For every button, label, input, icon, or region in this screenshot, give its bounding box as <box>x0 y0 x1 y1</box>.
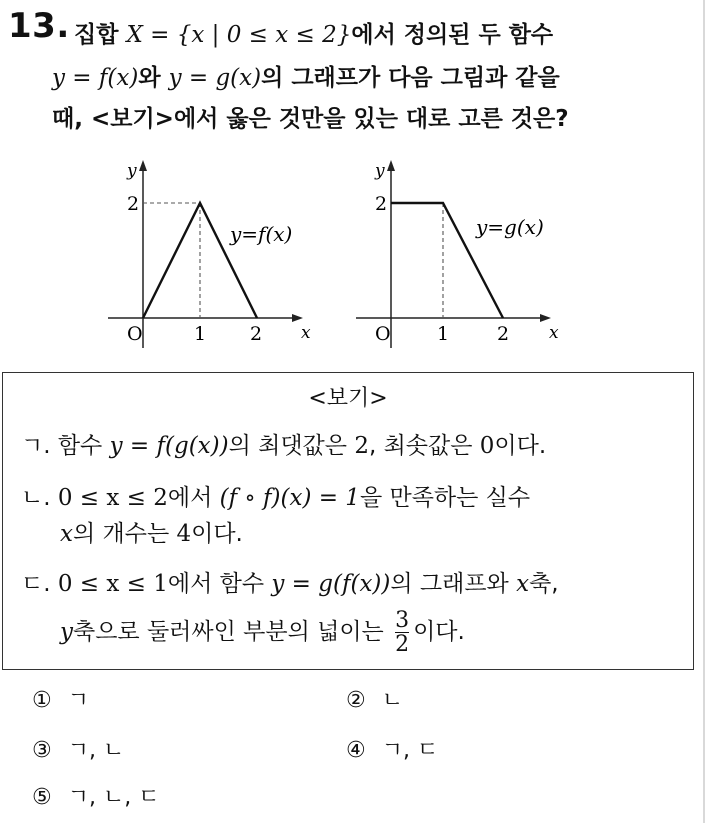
composite-expression: y = f(g(x)) <box>109 433 229 459</box>
statement-text: 이다. <box>494 433 547 459</box>
variable-y: y <box>60 619 73 646</box>
choice-text: ㄱ, ㄴ, ㄷ <box>67 785 160 810</box>
bogi-statement-2-cont <box>60 515 243 548</box>
min-value: 0 <box>479 433 495 459</box>
set-definition: X = {x | 0 ≤ x ≤ 2} <box>126 22 352 48</box>
graph-f-y-arrow <box>139 160 147 171</box>
graph-g-y-label: y <box>375 161 385 181</box>
variable-x: x <box>60 521 73 547</box>
choice-4[interactable] <box>346 733 438 764</box>
question-text: 의 그래프가 다음 그림과 같을 <box>261 65 560 91</box>
composite-expression: y = g(f(x)) <box>271 571 391 597</box>
variable-x: x <box>516 571 530 597</box>
choice-number: ④ <box>346 738 366 763</box>
graph-g-function-label: y=g(x) <box>476 215 544 239</box>
statement-text: 축, <box>529 571 559 597</box>
fraction-numerator: 3 <box>395 608 410 633</box>
question-text: 집합 <box>74 22 127 48</box>
statement-text: 에서 <box>167 485 220 511</box>
graph-f-x-arrow <box>292 314 303 322</box>
choice-2[interactable] <box>346 683 403 714</box>
graph-f-tick-x2: 2 <box>250 323 263 345</box>
area-fraction <box>395 609 409 656</box>
graph-g-origin: O <box>375 323 391 345</box>
statement-text: 함수 <box>57 433 110 459</box>
statement-text: , 최솟값은 <box>368 433 480 459</box>
bogi-statement-3 <box>21 565 559 598</box>
choice-5[interactable] <box>32 780 159 811</box>
graph-g-x-label: x <box>549 323 559 343</box>
question-line-1 <box>74 16 553 49</box>
choice-number: ③ <box>32 738 52 763</box>
statement-text: 축으로 둘러싸인 부분의 넓이는 <box>73 619 392 646</box>
choice-number: ⑤ <box>32 785 52 810</box>
choice-number: ② <box>346 688 366 713</box>
page-edge-divider <box>703 0 705 823</box>
statement-text: 이다. <box>191 521 243 547</box>
graph-f <box>100 152 320 352</box>
graph-g-tick-x2: 2 <box>497 323 510 345</box>
bogi-title: <보기> <box>308 386 388 411</box>
choice-text: ㄱ, ㄴ <box>67 738 125 763</box>
graph-g-tick-x1: 1 <box>437 323 450 345</box>
statement-marker: ㄷ. <box>21 571 51 597</box>
graph-f-tick-y: 2 <box>127 193 140 215</box>
choice-text: ㄱ <box>67 688 89 713</box>
statement-marker: ㄱ. <box>21 433 51 459</box>
question-line-3: 때, <보기>에서 옳은 것만을 있는 대로 고른 것은? <box>52 106 569 132</box>
choice-text: ㄴ <box>381 688 403 713</box>
graph-f-x-label: x <box>301 323 311 343</box>
graph-g <box>348 152 568 352</box>
statement-text: 을 만족하는 실수 <box>359 485 531 511</box>
max-value: 2 <box>354 433 369 459</box>
graph-f-tick-x1: 1 <box>194 323 207 345</box>
composite-expression: (f ∘ f)(x) = 1 <box>219 485 360 511</box>
statement-text: 의 최댓값은 <box>228 433 355 459</box>
statement-text: 이다. <box>413 619 465 646</box>
question-number: 13. <box>8 6 70 46</box>
bogi-statement-1 <box>21 427 546 460</box>
bogi-statement-2 <box>21 479 530 512</box>
statement-text: 의 개수는 <box>72 521 177 547</box>
statement-text: 에서 함수 <box>167 571 272 597</box>
fraction-denominator: 2 <box>395 632 410 658</box>
statement-text: 의 그래프와 <box>390 571 517 597</box>
choice-number: ① <box>32 688 52 713</box>
graph-g-x-arrow <box>540 314 551 322</box>
bogi-box <box>2 372 694 670</box>
graph-g-tick-y: 2 <box>375 193 388 215</box>
choice-1[interactable] <box>32 683 89 714</box>
choice-text: ㄱ, ㄷ <box>381 738 439 763</box>
graph-f-origin: O <box>127 323 143 345</box>
question-text: 에서 정의된 두 함수 <box>351 22 554 48</box>
statement-marker: ㄴ. <box>21 485 51 511</box>
range-expression: 0 ≤ x ≤ 1 <box>57 571 168 597</box>
graph-f-y-label: y <box>127 161 137 181</box>
question-text: 와 <box>138 65 169 91</box>
function-g: y = g(x) <box>168 65 262 91</box>
graph-f-function-label: y=f(x) <box>230 222 293 246</box>
question-line-2 <box>52 59 560 92</box>
bogi-statement-3-cont <box>60 609 465 656</box>
range-expression: 0 ≤ x ≤ 2 <box>57 485 168 511</box>
graph-g-y-arrow <box>387 160 395 171</box>
choice-3[interactable] <box>32 733 124 764</box>
function-f: y = f(x) <box>52 65 139 91</box>
count-value: 4 <box>176 521 192 547</box>
